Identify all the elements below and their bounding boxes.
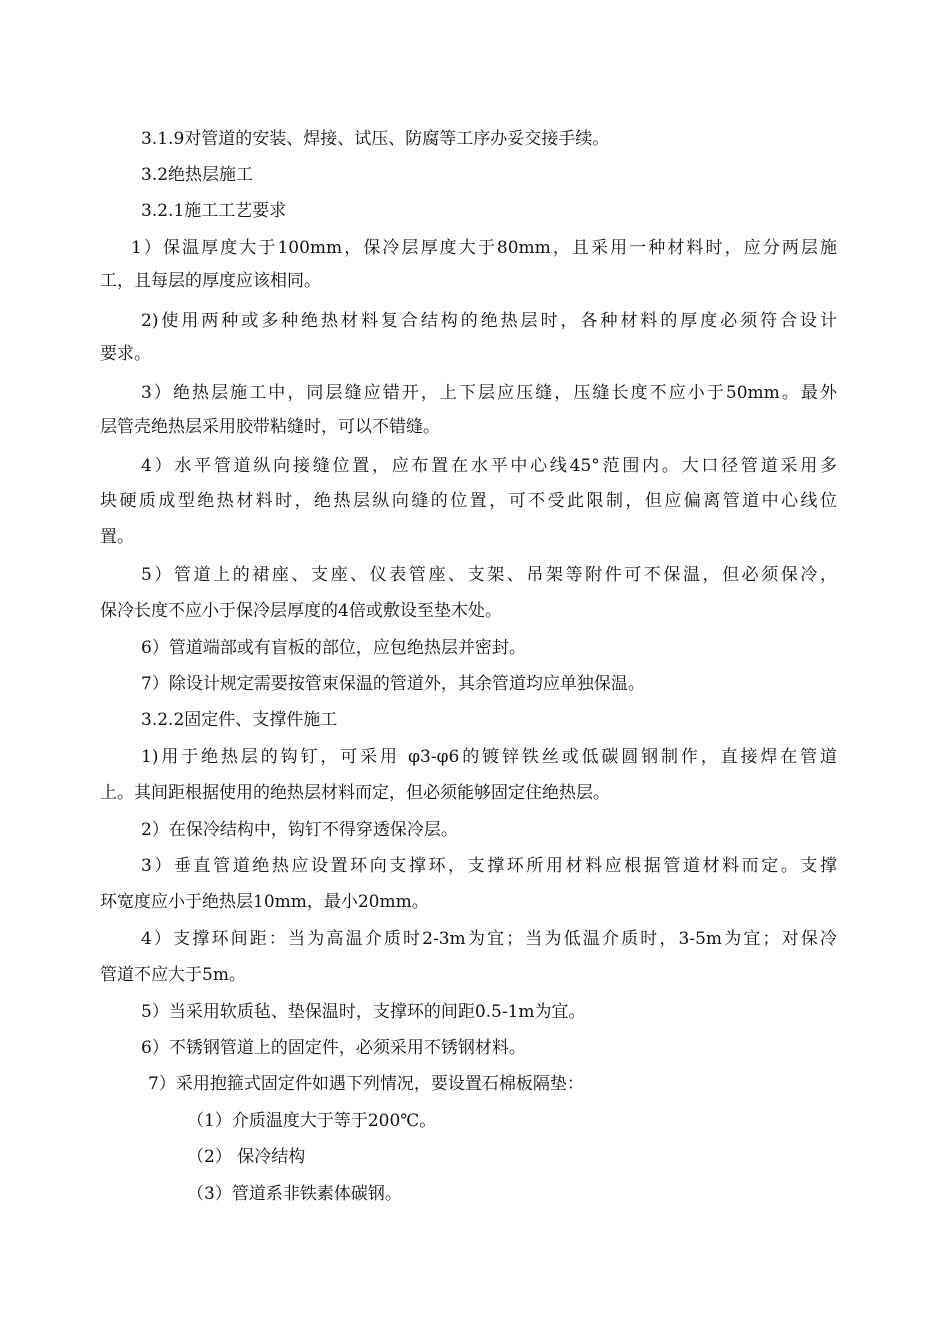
heading-3-2-1: 3.2.1施工工艺要求 [141, 201, 287, 221]
heading-3-2-2: 3.2.2固定件、支撑件施工 [141, 710, 338, 730]
text-line: 层管壳绝热层采用胶带粘缝时，可以不错缝。 [100, 417, 440, 437]
text-line: 要求。 [100, 344, 151, 364]
text-line: 1）保温厚度大于100mm，保冷层厚度大于80mm，且采用一种材料时，应分两层施 [131, 238, 837, 258]
text-line: 6）不锈钢管道上的固定件，必须采用不锈钢材料。 [141, 1038, 526, 1058]
text-line: 1)用于绝热层的钩钉，可采用 φ3-φ6的镀锌铁丝或低碳圆钢制作，直接焊在管道 [141, 747, 837, 767]
text-line: 6）管道端部或有盲板的部位，应包绝热层并密封。 [141, 638, 526, 658]
text-line: 7）除设计规定需要按管束保温的管道外，其余管道均应单独保温。 [141, 674, 645, 694]
text-line: 5）管道上的裙座、支座、仪表管座、支架、吊架等附件可不保温，但必须保冷， [141, 565, 837, 585]
text-line: 保冷长度不应小于保冷层厚度的4倍或敷设至垫木处。 [100, 601, 502, 621]
text-line: 工，且每层的厚度应该相同。 [100, 271, 321, 291]
text-line: 4）水平管道纵向接缝位置，应布置在水平中心线45°范围内。大口径管道采用多 [141, 456, 837, 476]
text-line: 2)使用两种或多种绝热材料复合结构的绝热层时，各种材料的厚度必须符合设计 [141, 311, 837, 331]
text-line: 管道不应大于5m。 [100, 965, 246, 985]
text-line: 2）在保冷结构中，钩钉不得穿透保冷层。 [141, 820, 458, 840]
text-line: 3）绝热层施工中，同层缝应错开，上下层应压缝，压缝长度不应小于50mm。最外 [141, 383, 837, 403]
text-line: 块硬质成型绝热材料时，绝热层纵向缝的位置，可不受此限制，但应偏离管道中心线位 [100, 491, 837, 511]
text-line: 5）当采用软质毡、垫保温时，支撑环的间距0.5-1m为宜。 [141, 1002, 586, 1022]
text-line: 置。 [100, 527, 134, 547]
text-line: 3）垂直管道绝热应设置环向支撑环，支撑环所用材料应根据管道材料而定。支撑 [141, 856, 837, 876]
list-item: （2） 保冷结构 [187, 1147, 306, 1167]
heading-3-2: 3.2绝热层施工 [141, 165, 254, 185]
text-line: 4）支撑环间距：当为高温介质时2-3m为宜；当为低温介质时，3-5m为宜；对保冷 [141, 929, 837, 949]
text-line: 环宽度应小于绝热层10mm，最小20mm。 [100, 892, 429, 912]
list-item: （1）介质温度大于等于200℃。 [187, 1111, 437, 1131]
text-line-3-1-9: 3.1.9对管道的安装、焊接、试压、防腐等工序办妥交接手续。 [141, 129, 610, 149]
text-line: 7）采用抱箍式固定件如遇下列情况，要设置石棉板隔垫： [148, 1074, 584, 1094]
list-item: （3）管道系非铁素体碳钢。 [187, 1184, 402, 1204]
text-line: 上。其间距根据使用的绝热层材料而定，但必须能够固定住绝热层。 [100, 783, 610, 803]
